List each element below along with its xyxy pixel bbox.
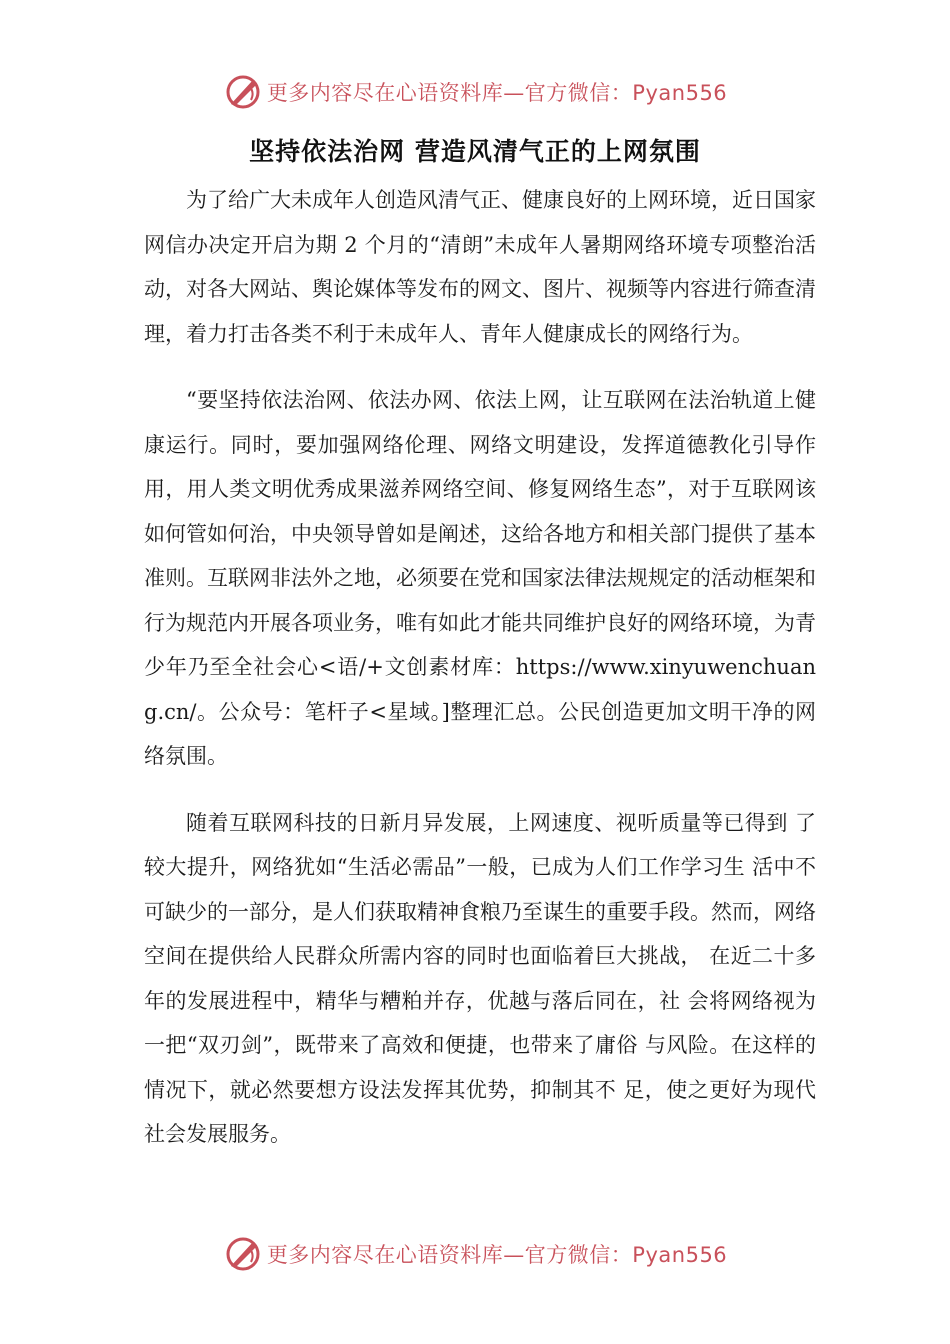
paragraph: 为了给广大未成年人创造风清气正、健康良好的上网环境，近日国家网信办决定开启为期 2 个月的“清朗”未成年人暑期网络环境专项整治活动，对各大网站、舆论媒体等发布的网文、图片、视频等内容进行筛查清理，着力打击各类不利于未成年人、青年人健康成长的网络行为。 bbox=[144, 188, 816, 346]
document-body bbox=[144, 178, 816, 1179]
header-banner bbox=[0, 70, 950, 114]
paragraph: “要坚持依法治网、依法办网、依法上网，让互联网在法治轨道上健康运行。同时，要加强网络伦理、网络文明建设，发挥道德教化引导作用，用人类文明优秀成果滋养网络空间、修复网络生态”，对于互联网该如何管如何治，中央领导曾如是阐述，这给各地方和相关部门提供了基本准则。互联网非法外之地，必须要在党和国家法律法规规定的活动框架和行为规范内开展各项业务，唯有如此才能共同维护良好的网络环境，为青少年乃至全社会心<语/+文创素材库：https://www.xinyuwenchuang.cn/。公众号：笔杆子<星域。]整理汇总。公民创造更加文明干净的网络氛围。 bbox=[144, 388, 816, 768]
brush-pen-logo-icon bbox=[223, 1234, 263, 1274]
banner-text: 更多内容尽在心语资料库—官方微信：Pyan556 bbox=[266, 81, 728, 105]
document-title: 坚持依法治网 营造风清气正的上网氛围 bbox=[249, 137, 701, 166]
banner-text: 更多内容尽在心语资料库—官方微信：Pyan556 bbox=[266, 1243, 728, 1267]
paragraph: 随着互联网科技的日新月异发展，上网速度、视听质量等已得到 了较大提升，网络犹如“生活必需品”一般，已成为人们工作学习生 活中不可缺少的一部分，是人们获取精神食粮乃至谋生的重要手段。然而，网络空间在提供给人民群众所需内容的同时也面临着巨大挑战， 在近二十多年的发展进程中，精华与糟粕并存，优越与落后同在，社 会将网络视为一把“双刃剑”，既带来了高效和便捷，也带来了庸俗 与风险。在这样的情况下，就必然要想方设法发挥其优势，抑制其不 足，使之更好为现代社会发展服务。 bbox=[144, 810, 816, 1146]
brush-pen-logo-icon bbox=[223, 72, 263, 112]
footer-banner bbox=[0, 1232, 950, 1276]
